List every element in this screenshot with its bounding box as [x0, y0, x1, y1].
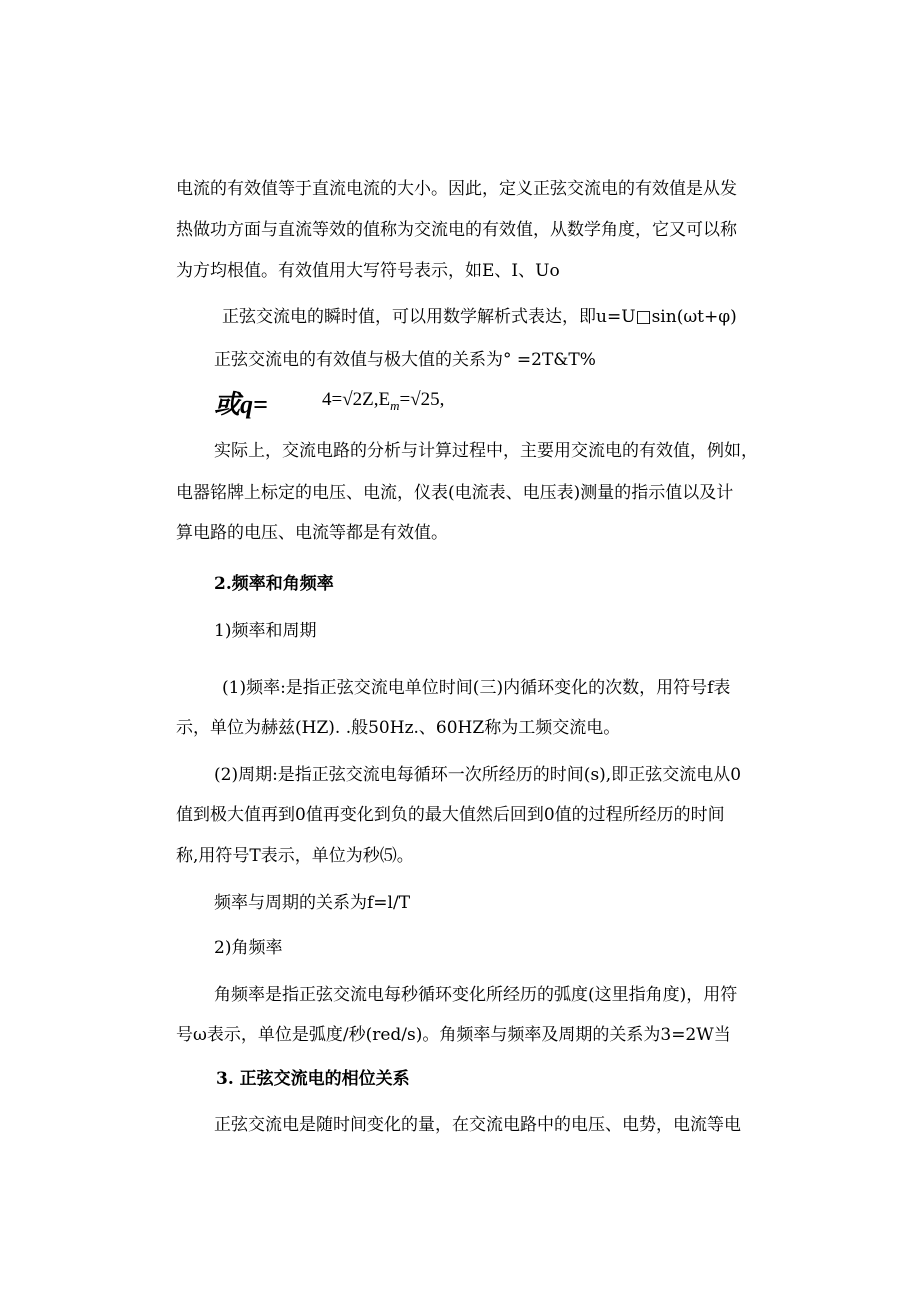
- section-heading: 2.频率和角频率: [214, 574, 334, 594]
- formula-lead: 或: [214, 390, 241, 419]
- paragraph-line: 正弦交流电是随时间变化的量，在交流电路中的电压、电势，电流等电: [214, 1115, 741, 1135]
- paragraph-line: 号ω表示，单位是弧度/秒(red/s)。角频率与频率及周期的关系为3=2W当: [176, 1025, 731, 1045]
- formula-rest: 4=√2Z,E: [322, 389, 391, 410]
- rms-formula: [214, 384, 268, 421]
- paragraph-line: 为方均根值。有效值用大写符号表示，如E、I、Uo: [176, 261, 560, 281]
- paragraph-rms-relation: 正弦交流电的有效值与极大值的关系为° =2T&T%: [214, 350, 596, 370]
- formula-tail: =√25,: [399, 389, 445, 410]
- paragraph-line: (1)频率:是指正弦交流电单位时间(三)内循环变化的次数，用符号f表: [222, 678, 731, 698]
- paragraph-line: 算电路的电压、电流等都是有效值。: [176, 523, 448, 543]
- paragraph-line: 热做功方面与直流等效的值称为交流电的有效值，从数学角度，它又可以称: [176, 220, 737, 240]
- paragraph-frequency-period: 频率与周期的关系为f=l/T: [214, 893, 411, 913]
- rms-formula-expression: [322, 389, 444, 414]
- subsection-heading: 1)频率和周期: [214, 621, 317, 641]
- paragraph-line: (2)周期:是指正弦交流电每循环一次所经历的时间(s),即正弦交流电从0: [214, 765, 742, 785]
- formula-subscript: m: [390, 397, 400, 413]
- paragraph-instantaneous-value: 正弦交流电的瞬时值，可以用数学解析式表达，即u=U□sin(ωt+φ): [222, 307, 737, 327]
- paragraph-line: 电流的有效值等于直流电流的大小。因此，定义正弦交流电的有效值是从发: [176, 179, 737, 199]
- paragraph-line: 实际上，交流电路的分析与计算过程中，主要用交流电的有效值，例如，: [214, 441, 758, 461]
- paragraph-line: 角频率是指正弦交流电每秒循环变化所经历的弧度(这里指角度)，用符: [214, 985, 738, 1005]
- paragraph-line: 电器铭牌上标定的电压、电流，仪表(电流表、电压表)测量的指示值以及计: [176, 483, 734, 503]
- section-heading: 3. 正弦交流电的相位关系: [216, 1069, 410, 1089]
- paragraph-line: 示，单位为赫兹(HZ). .般50Hz.、60HZ称为工频交流电。: [176, 718, 621, 738]
- paragraph-line: 值到极大值再到0值再变化到负的最大值然后回到0值的过程所经历的时间: [176, 805, 725, 825]
- subsection-heading: 2)角频率: [214, 938, 283, 958]
- formula-q: q=: [240, 390, 268, 419]
- paragraph-line: 称,用符号T表示，单位为秒⑸。: [176, 846, 414, 866]
